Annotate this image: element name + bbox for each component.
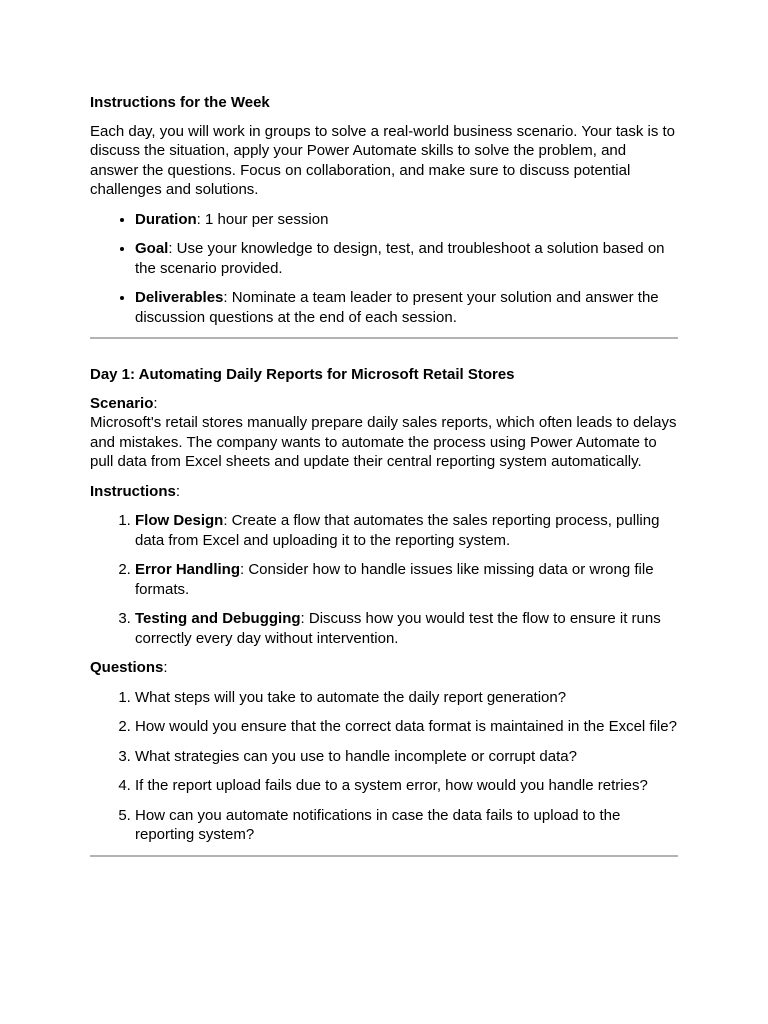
list-item [135, 239, 678, 278]
instruction-text: : Create a flow that automates the sales reporting process, pulling data from Excel and uploading it to the reporting system. [135, 512, 660, 549]
list-item: 1. What steps will you take to automate the daily report generation? [135, 688, 678, 708]
bullet-label: Goal [135, 240, 169, 257]
week-heading: Instructions for the Week [90, 94, 270, 111]
instructions-label: Instructions [90, 482, 176, 500]
document-content [90, 93, 678, 883]
list-item [135, 288, 678, 327]
bullet-label: Duration [135, 210, 197, 228]
instructions-heading [90, 482, 678, 502]
instruction-text: : Discuss how you would test the flow to ensure it runs correctly every day without intervention. [135, 610, 661, 647]
scenario-block [90, 394, 678, 472]
questions-list [90, 688, 678, 845]
list-item [135, 511, 678, 550]
instruction-label: Flow Design [135, 512, 224, 529]
list-item [135, 560, 678, 599]
list-item: 4. If the report upload fails due to a system error, how would you handle retries? [135, 776, 678, 796]
instruction-label: Error Handling [135, 561, 241, 578]
bullet-text: : Nominate a team leader to present your solution and answer the discussion questions at the end of each session. [135, 289, 659, 326]
bullet-text: : Use your knowledge to design, test, and troubleshoot a solution based on the scenario provided. [135, 240, 665, 277]
list-item [135, 210, 678, 230]
bullet-label: Deliverables [135, 289, 224, 306]
scenario-label: Scenario [90, 394, 154, 412]
list-item [135, 609, 678, 648]
bullet-text: : 1 hour per session [196, 210, 329, 228]
scenario-text: Microsoft's retail stores manually prepare daily sales reports, which often leads to delays and mistakes. The company wants to automate the process using Power Automate to pull data from Excel sheets and update their central reporting system automatically. [90, 414, 677, 470]
section-divider [90, 337, 678, 339]
instruction-text: : Consider how to handle issues like missing data or wrong file formats. [135, 561, 654, 598]
day1-heading: Day 1: Automating Daily Reports for Microsoft Retail Stores [90, 366, 515, 383]
scenario-colon: : [153, 394, 158, 412]
instructions-list [90, 511, 678, 648]
section-divider [90, 855, 678, 857]
week-intro: Each day, you will work in groups to solve a real-world business scenario. Your task is to discuss the situation, apply your Power Automate skills to solve the problem, and answer the questions. Focus on collaboration, and make sure to discuss potential challenges and solutions. [90, 122, 676, 198]
week-bullet-list [90, 210, 678, 328]
instructions-colon: : [175, 482, 181, 500]
questions-colon: : [163, 659, 168, 676]
questions-heading [90, 658, 678, 678]
list-item: 2. How would you ensure that the correct data format is maintained in the Excel file? [135, 717, 678, 737]
questions-label: Questions [90, 659, 164, 676]
list-item: 5. How can you automate notifications in case the data fails to upload to the reporting system? [135, 806, 678, 845]
instruction-label: Testing and Debugging [135, 610, 301, 627]
list-item: 3. What strategies can you use to handle incomplete or corrupt data? [135, 747, 678, 767]
